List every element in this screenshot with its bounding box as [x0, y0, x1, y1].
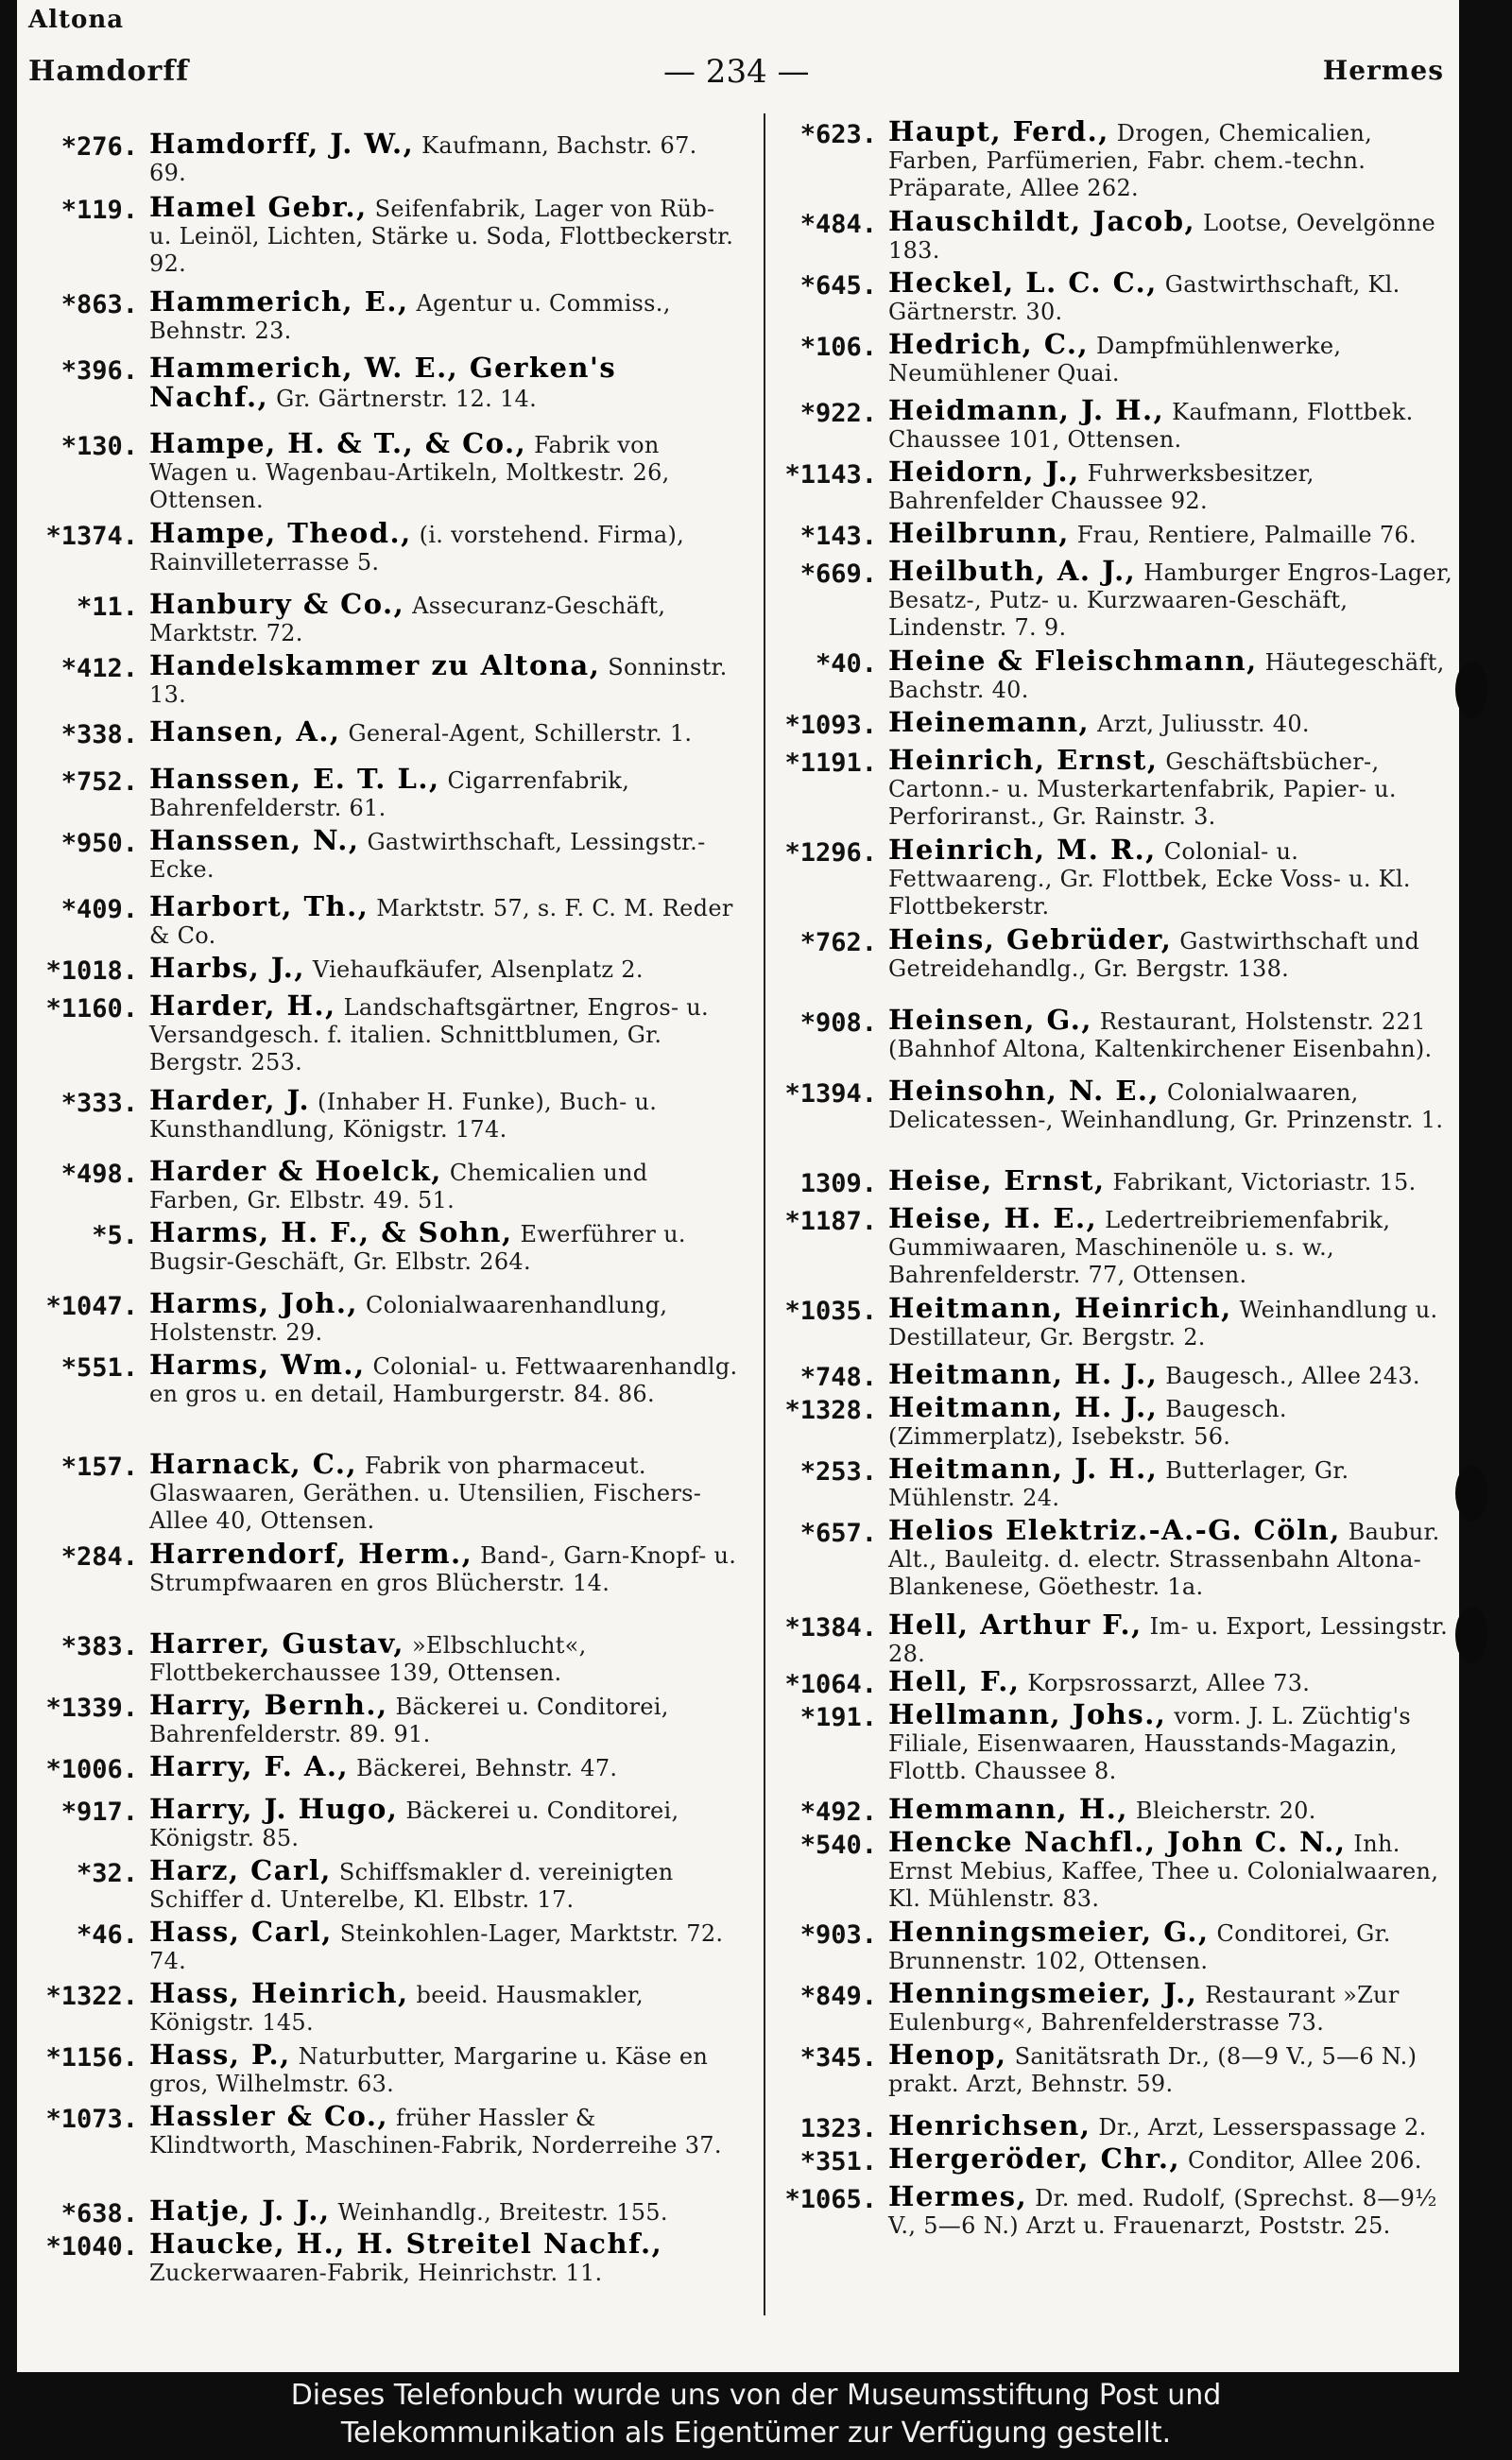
entry-text	[149, 1287, 741, 1347]
entry-name: Hanssen, E. T. L.,	[149, 763, 440, 795]
entry-name: Heidmann, J. H.,	[888, 394, 1165, 426]
phone-number: *1156.	[45, 2043, 138, 2073]
entry-text	[149, 715, 741, 748]
entry-name: Hampe, Theod.,	[149, 517, 412, 549]
entry-name: Heidorn, J.,	[888, 456, 1080, 488]
entry-text	[149, 1854, 741, 1914]
entry-description: Fuhrwerksbesitzer, Bahrenfelder Chaussee 92.	[888, 460, 1314, 514]
entry-name: Harrendorf, Herm.,	[149, 1538, 473, 1570]
entry-description: General-Agent, Schillerstr. 1.	[340, 720, 693, 747]
entry-text	[888, 555, 1459, 642]
entry-text	[888, 1514, 1459, 1601]
phone-number: *917.	[60, 1798, 138, 1827]
entry-text	[149, 354, 741, 413]
phone-number: *540.	[799, 1831, 877, 1860]
entry-name: Hammerich, E.,	[149, 285, 409, 318]
phone-number: *191.	[799, 1703, 877, 1732]
entry-name: Hassler & Co.,	[149, 2100, 389, 2132]
entry-text	[888, 328, 1459, 387]
entry-name: Heilbrunn,	[888, 517, 1070, 549]
footer-line: Telekommunikation als Eigentümer zur Verfügung gestellt.	[340, 2417, 1172, 2450]
entry-name: Hatje, J. J.,	[149, 2194, 331, 2227]
entry-name: Hergeröder, Chr.,	[888, 2142, 1181, 2175]
phone-number: *284.	[60, 1542, 138, 1572]
footer-line: Dieses Telefonbuch wurde uns von der Museumsstiftung Post und	[290, 2379, 1222, 2412]
entry-name: Hemmann, H.,	[888, 1793, 1128, 1825]
entry-name: Hass, Heinrich,	[149, 1977, 409, 2009]
phone-number: *1047.	[45, 1292, 138, 1321]
entry-description: »Elbschlucht«, Flottbekerchaussee 139, Ottensen.	[149, 1632, 587, 1686]
entry-name: Harry, J. Hugo,	[149, 1793, 399, 1825]
entry-name: Harbort, Th.,	[149, 890, 369, 922]
entry-name: Henningsmeier, G.,	[888, 1916, 1210, 1948]
phone-number: *396.	[60, 356, 138, 386]
entry-text	[149, 1977, 741, 2037]
phone-number: *1191.	[784, 748, 877, 778]
entry-name: Hamel Gebr.,	[149, 191, 368, 223]
phone-number: *333.	[60, 1089, 138, 1118]
entry-text	[149, 1540, 741, 1597]
entry-name: Heilbuth, A. J.,	[888, 555, 1137, 587]
entry-text	[149, 1216, 741, 1276]
entry-text	[149, 2100, 741, 2159]
entry-description: Gastwirthschaft, Kl. Gärtnerstr. 30.	[888, 271, 1400, 325]
entry-text	[888, 1358, 1459, 1390]
entry-name: Harder, J.	[149, 1084, 311, 1116]
entry-text	[149, 1084, 741, 1144]
entry-text	[888, 458, 1459, 515]
entry-text	[888, 1698, 1459, 1785]
phone-number: *551.	[60, 1353, 138, 1383]
entry-text	[149, 649, 741, 709]
entry-description: beeid. Hausmakler, Königstr. 145.	[149, 1982, 644, 2036]
phone-number: *645.	[799, 271, 877, 301]
entry-description: Schiffsmakler d. vereinigten Schiffer d. Unterelbe, Kl. Elbstr. 17.	[149, 1859, 674, 1913]
entry-text	[888, 1391, 1459, 1451]
entry-description: Gastwirthschaft und Getreidehandlg., Gr. Bergstr. 138.	[888, 928, 1420, 982]
phone-number: *1040.	[45, 2232, 138, 2262]
entry-description: Hamburger Engros-Lager, Besatz-, Putz- u. Kurzwaaren-Geschäft, Lindenstr. 7. 9.	[888, 559, 1453, 641]
phone-number: *1093.	[784, 711, 877, 740]
entry-name: Hauschildt, Jacob,	[888, 205, 1196, 237]
entry-name: Harder, H.,	[149, 989, 336, 1022]
entry-name: Harms, H. F., & Sohn,	[149, 1216, 513, 1248]
phone-number: *46.	[76, 1920, 138, 1950]
entry-name: Hampe, H. & T., & Co.,	[149, 427, 527, 459]
phone-number: *130.	[60, 432, 138, 461]
phone-number: *383.	[60, 1632, 138, 1661]
entry-description: Agentur u. Commiss., Behnstr. 23.	[149, 290, 671, 344]
ink-blot	[1455, 1607, 1487, 1663]
entry-text	[888, 2041, 1459, 2098]
entry-description: Ledertreibriemenfabrik, Gummiwaaren, Maschinenöle u. s. w., Bahrenfelderstr. 77, Ottensen.	[888, 1207, 1391, 1288]
entry-description: Lootse, Oevelgönne 183.	[888, 210, 1435, 264]
entry-text	[888, 394, 1459, 454]
entry-description: Fabrik von pharmaceut. Glaswaaren, Geräthen. u. Utensilien, Fischers-Allee 40, Ottensen.	[149, 1453, 702, 1534]
entry-description: Fabrikant, Victoriastr. 15.	[1105, 1169, 1417, 1196]
entry-text	[149, 427, 741, 514]
entry-text	[888, 1455, 1459, 1512]
entry-text	[149, 517, 741, 576]
entry-text	[149, 285, 741, 345]
entry-text	[149, 130, 741, 187]
entry-text	[149, 989, 741, 1076]
entry-text	[888, 2142, 1459, 2175]
column-divider	[764, 113, 765, 2315]
phone-number: *863.	[60, 290, 138, 319]
entry-name: Heinemann,	[888, 706, 1091, 738]
entry-description: Restaurant, Holstenstr. 221 (Bahnhof Altona, Kaltenkirchener Eisenbahn).	[888, 1008, 1433, 1062]
phone-number: *1384.	[784, 1613, 877, 1643]
entry-description: Assecuranz-Geschäft, Marktstr. 72.	[149, 593, 666, 646]
entry-text	[149, 2230, 741, 2287]
entry-description: Seifenfabrik, Lager von Rüb- u. Leinöl, Lichten, Stärke u. Soda, Flottbeckerstr. 92.	[149, 196, 734, 277]
phone-number: *484.	[799, 210, 877, 239]
phone-number: *1187.	[784, 1207, 877, 1236]
entry-description: Marktstr. 57, s. F. C. M. Reder & Co.	[149, 895, 733, 949]
entry-text	[888, 706, 1459, 738]
phone-number: *1160.	[45, 994, 138, 1024]
entry-description: Kaufmann, Bachstr. 67. 69.	[149, 132, 697, 186]
entry-name: Harz, Carl,	[149, 1854, 332, 1886]
entry-text	[888, 744, 1459, 831]
phone-number: *498.	[60, 1160, 138, 1189]
phone-number: *908.	[799, 1008, 877, 1038]
entry-name: Hedrich, C.,	[888, 328, 1090, 360]
entry-name: Hanssen, N.,	[149, 824, 360, 856]
entry-name: Hanbury & Co.,	[149, 588, 405, 620]
entry-name: Hass, P.,	[149, 2039, 291, 2071]
footer-notice	[0, 2377, 1512, 2452]
entry-text	[149, 1750, 741, 1782]
entry-description: Gr. Gärtnerstr. 12. 14.	[268, 386, 538, 412]
phone-number: *351.	[799, 2147, 877, 2176]
phone-number: *409.	[60, 895, 138, 924]
entry-name: Hammerich, W. E., Gerken's Nachf.,	[149, 352, 617, 413]
phone-number: *762.	[799, 928, 877, 957]
entry-name: Hell, F.,	[888, 1665, 1021, 1697]
entry-name: Henop,	[888, 2039, 1007, 2071]
entry-description: Zuckerwaaren-Fabrik, Heinrichstr. 11.	[149, 2260, 603, 2286]
phone-number: *412.	[60, 654, 138, 683]
phone-number: *143.	[799, 522, 877, 551]
entry-name: Harms, Joh.,	[149, 1287, 359, 1319]
entry-name: Heckel, L. C. C.,	[888, 267, 1158, 299]
entry-text	[149, 1155, 741, 1214]
entry-description: Baugesch., Allee 243.	[1158, 1363, 1420, 1389]
entry-text	[888, 1793, 1459, 1825]
entry-description: Colonial- u. Fettwaarenhandlg. en gros u. en detail, Hamburgerstr. 84. 86.	[149, 1353, 738, 1407]
phone-number: *1006.	[45, 1755, 138, 1784]
entry-description: Chemicalien und Farben, Gr. Elbstr. 49. 51.	[149, 1160, 648, 1213]
directory-page	[17, 0, 1459, 2372]
entry-text	[149, 952, 741, 984]
entry-description: (Inhaber H. Funke), Buch- u. Kunsthandlung, Königstr. 174.	[149, 1089, 658, 1143]
entry-description: Band-, Garn-Knopf- u. Strumpfwaaren en gros Blücherstr. 14.	[149, 1542, 737, 1596]
phone-number: *32.	[76, 1859, 138, 1888]
entry-name: Heitmann, J. H.,	[888, 1453, 1159, 1485]
entry-text	[888, 1292, 1459, 1351]
entry-text	[888, 2180, 1459, 2240]
entry-name: Heise, Ernst,	[888, 1164, 1106, 1196]
phone-number: *1394.	[784, 1079, 877, 1109]
entry-name: Hamdorff, J. W.,	[149, 128, 415, 160]
ink-blot	[1455, 662, 1487, 718]
phone-number: *922.	[799, 399, 877, 428]
phone-number: *748.	[799, 1363, 877, 1392]
entry-name: Heitmann, H. J.,	[888, 1358, 1159, 1390]
entry-description: Bleicherstr. 20.	[1127, 1798, 1316, 1824]
entry-text	[888, 205, 1459, 265]
entry-description: Drogen, Chemicalien, Farben, Parfümerien, Fabr. chem.-techn. Präparate, Allee 262.	[888, 120, 1373, 201]
phone-number: *1065.	[784, 2185, 877, 2214]
entry-text	[888, 1006, 1459, 1063]
entry-description: Dampfmühlenwerke, Neumühlener Quai.	[888, 333, 1342, 387]
entry-text	[149, 1448, 741, 1535]
entry-description: (i. vorstehend. Firma), Rainvilleterrasse 5.	[149, 522, 685, 576]
page-header	[28, 55, 1444, 102]
entry-description: Bäckerei, Behnstr. 47.	[349, 1755, 618, 1781]
entry-description: Geschäftsbücher-, Cartonn.- u. Musterkartenfabrik, Papier- u. Perforiranst., Gr. Rainstr. 3.	[888, 748, 1397, 830]
entry-description: früher Hassler & Klindtworth, Maschinen-Fabrik, Norderreihe 37.	[149, 2105, 722, 2159]
entry-description: Sanitätsrath Dr., (8—9 V., 5—6 N.) prakt. Arzt, Behnstr. 59.	[888, 2043, 1418, 2097]
entry-description: Im- u. Export, Lessingstr. 28.	[888, 1613, 1449, 1667]
phone-number: *253.	[799, 1457, 877, 1487]
entry-description: Arzt, Juliusstr. 40.	[1090, 711, 1310, 737]
entry-text	[149, 1689, 741, 1748]
entry-name: Heinsohn, N. E.,	[888, 1075, 1160, 1107]
entry-description: Dr. med. Rudolf, (Sprechst. 8—9½ V., 5—6 N.) Arzt u. Frauenarzt, Poststr. 25.	[888, 2185, 1437, 2239]
entry-name: Handelskammer zu Altona,	[149, 649, 601, 681]
entry-description: Restaurant »Zur Eulenburg«, Bahrenfelderstrasse 73.	[888, 1982, 1400, 2036]
phone-number: *1035.	[784, 1297, 877, 1326]
entry-name: Harms, Wm.,	[149, 1349, 366, 1381]
phone-number: *1374.	[45, 522, 138, 551]
phone-number: *657.	[799, 1519, 877, 1548]
phone-number: *11.	[76, 593, 138, 622]
entry-name: Heine & Fleischmann,	[888, 645, 1258, 677]
entry-text	[149, 1793, 741, 1852]
entry-description: Weinhandlg., Breitestr. 155.	[330, 2199, 668, 2226]
entry-description: Ewerführer u. Bugsir-Geschäft, Gr. Elbstr. 264.	[149, 1221, 686, 1275]
phone-number: *752.	[60, 767, 138, 797]
entry-name: Hansen, A.,	[149, 715, 341, 748]
phone-number: *40.	[815, 649, 877, 679]
entry-description: Colonial- u. Fettwaareng., Gr. Flottbek, Ecke Voss- u. Kl. Flottbekerstr.	[888, 838, 1411, 920]
entry-name: Heinsen, G.,	[888, 1004, 1092, 1036]
entry-description: vorm. J. L. Züchtig's Filiale, Eisenwaaren, Hausstands-Magazin, Flottb. Chaussee 8.	[888, 1703, 1411, 1784]
entry-description: Viehaufkäufer, Alsenplatz 2.	[304, 956, 644, 983]
entry-description: Bäckerei u. Conditorei, Königstr. 85.	[149, 1798, 679, 1851]
entry-name: Heitmann, Heinrich,	[888, 1292, 1232, 1324]
page-number: — 234 —	[663, 53, 810, 91]
phone-number: *119.	[60, 196, 138, 225]
entry-text	[888, 269, 1459, 326]
phone-number: *276.	[60, 132, 138, 162]
running-head: Altona	[28, 6, 125, 34]
entry-text	[888, 1977, 1459, 2037]
entry-text	[888, 115, 1459, 202]
phone-number: 1323.	[799, 2114, 877, 2143]
entry-name: Hass, Carl,	[149, 1916, 333, 1948]
entry-name: Heinrich, M. R.,	[888, 834, 1157, 866]
entry-name: Heitmann, H. J.,	[888, 1391, 1159, 1423]
entry-name: Heinrich, Ernst,	[888, 744, 1159, 776]
phone-number: *950.	[60, 829, 138, 858]
entry-text	[149, 1351, 741, 1408]
entry-name: Harder & Hoelck,	[149, 1155, 442, 1187]
entry-name: Heins, Gebrüder,	[888, 923, 1173, 955]
entry-description: Frau, Rentiere, Palmaille 76.	[1069, 522, 1417, 548]
phone-number: *903.	[799, 1920, 877, 1950]
entry-text	[149, 890, 741, 950]
entry-description: Dr., Arzt, Lesserspassage 2.	[1091, 2114, 1427, 2141]
ink-blot	[1455, 1465, 1487, 1522]
entry-description: Conditorei, Gr. Brunnenstr. 102, Ottensen.	[888, 1920, 1391, 1974]
phone-number: *492.	[799, 1798, 877, 1827]
phone-number: *1322.	[45, 1982, 138, 2011]
entry-name: Hellmann, Johs.,	[888, 1698, 1167, 1730]
phone-number: *1018.	[45, 956, 138, 986]
phone-number: *1064.	[784, 1670, 877, 1699]
entry-description: Conditor, Allee 206.	[1180, 2147, 1422, 2174]
entry-description: Häutegeschäft, Bachstr. 40.	[888, 649, 1445, 703]
entry-description: Gastwirthschaft, Lessingstr.-Ecke.	[149, 829, 706, 883]
entry-description: Colonialwaaren, Delicatessen-, Weinhandlung, Gr. Prinzenstr. 1.	[888, 1079, 1444, 1133]
entry-text	[888, 1665, 1459, 1697]
entry-text	[149, 1918, 741, 1975]
entry-name: Heise, H. E.,	[888, 1202, 1098, 1234]
entry-text	[888, 1164, 1459, 1196]
entry-name: Henrichsen,	[888, 2109, 1091, 2142]
entry-description: Sonninstr. 13.	[149, 654, 728, 708]
entry-name: Haupt, Ferd.,	[888, 115, 1109, 147]
phone-number: *338.	[60, 720, 138, 749]
phone-number: *1073.	[45, 2105, 138, 2134]
phone-number: *106.	[799, 333, 877, 362]
phone-number: *1339.	[45, 1694, 138, 1723]
header-right-keyword: Hermes	[1322, 55, 1444, 86]
entry-text	[149, 191, 741, 278]
entry-description: Inh. Ernst Mebius, Kaffee, Thee u. Colonialwaaren, Kl. Mühlenstr. 83.	[888, 1831, 1439, 1912]
entry-text	[149, 588, 741, 647]
entry-name: Harry, F. A.,	[149, 1750, 350, 1782]
entry-text	[888, 923, 1459, 983]
entry-text	[149, 1627, 741, 1687]
entry-description: Butterlager, Gr. Mühlenstr. 24.	[888, 1457, 1349, 1511]
entry-name: Haucke, H., H. Streitel Nachf.,	[149, 2228, 663, 2260]
phone-number: *1143.	[784, 460, 877, 490]
phone-number: *345.	[799, 2043, 877, 2073]
entry-name: Harrer, Gustav,	[149, 1627, 405, 1660]
phone-number: *623.	[799, 120, 877, 149]
entry-name: Henningsmeier, J.,	[888, 1977, 1198, 2009]
entry-name: Helios Elektriz.-A.-G. Cöln,	[888, 1514, 1341, 1546]
entry-name: Harry, Bernh.,	[149, 1689, 388, 1721]
phone-number: *5.	[92, 1221, 138, 1250]
phone-number: *638.	[60, 2199, 138, 2228]
entry-text	[149, 824, 741, 884]
entry-description: Fabrik von Wagen u. Wagenbau-Artikeln, Moltkestr. 26, Ottensen.	[149, 432, 670, 513]
phone-number: *1328.	[784, 1396, 877, 1425]
phone-number: *1296.	[784, 838, 877, 868]
entry-name: Harnack, C.,	[149, 1448, 358, 1480]
entry-description: Kaufmann, Flottbek. Chaussee 101, Ottensen.	[888, 399, 1414, 453]
phone-number: 1309.	[799, 1169, 877, 1198]
entry-description: Weinhandlung u. Destillateur, Gr. Bergstr. 2.	[888, 1297, 1438, 1350]
entry-name: Hell, Arthur F.,	[888, 1608, 1143, 1641]
entry-text	[888, 1202, 1459, 1289]
entry-name: Harbs, J.,	[149, 952, 305, 984]
entry-text	[888, 1608, 1459, 1668]
phone-number: *849.	[799, 1982, 877, 2011]
entry-text	[888, 647, 1459, 704]
phone-number: *669.	[799, 559, 877, 589]
entry-name: Hencke Nachfl., John C. N.,	[888, 1826, 1347, 1858]
entry-text	[888, 1918, 1459, 1975]
entry-description: Bäckerei u. Conditorei, Bahrenfelderstr. 89. 91.	[149, 1694, 669, 1747]
entry-text	[149, 763, 741, 822]
phone-number: *157.	[60, 1453, 138, 1482]
entry-description: Cigarrenfabrik, Bahrenfelderstr. 61.	[149, 767, 630, 821]
entry-description: Naturbutter, Margarine u. Käse en gros, Wilhelmstr. 63.	[149, 2043, 709, 2097]
entry-description: Colonialwaarenhandlung, Holstenstr. 29.	[149, 1292, 668, 1346]
entry-description: Korpsrossarzt, Allee 73.	[1020, 1670, 1311, 1696]
entry-description: Baugesch. (Zimmerplatz), Isebekstr. 56.	[888, 1396, 1287, 1450]
entry-text	[888, 1826, 1459, 1913]
entry-text	[149, 2194, 741, 2227]
entry-description: Landschaftsgärtner, Engros- u. Versandgesch. f. italien. Schnittblumen, Gr. Bergstr. 253.	[149, 994, 709, 1075]
entry-text	[888, 836, 1459, 920]
entry-description: Baubur. Alt., Bauleitg. d. electr. Strassenbahn Altona-Blankenese, Göethestr. 1a.	[888, 1519, 1440, 1600]
entry-text	[888, 1077, 1459, 1134]
entry-text	[149, 2041, 741, 2098]
entry-text	[888, 2109, 1459, 2142]
header-left-keyword: Hamdorff	[28, 55, 190, 88]
entry-text	[888, 517, 1459, 549]
entry-description: Steinkohlen-Lager, Marktstr. 72. 74.	[149, 1920, 724, 1974]
entry-name: Hermes,	[888, 2180, 1028, 2212]
